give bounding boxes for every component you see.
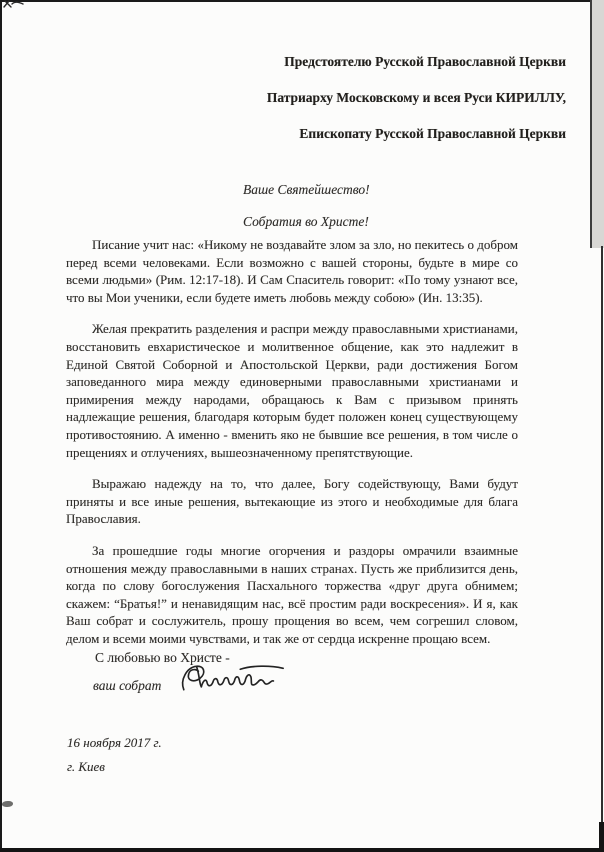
valediction-line: С любовью во Христе - [95, 650, 230, 665]
dateline-block [67, 733, 162, 777]
salutation-block [243, 174, 370, 238]
scan-edge-bottom [0, 848, 604, 852]
salutation-line: Ваше Святейшество! [243, 182, 370, 197]
scan-edge-right-band [590, 0, 604, 248]
place-line: г. Киев [67, 759, 105, 774]
scan-scribble-mark [3, 0, 25, 9]
paragraph: Желая прекратить разделения и распри между православными христианами, восстановить евхаристическое и молитвенное общение, как это надлежит в Единой Святой Соборной и Апостольской Церкви, ради достижения Богом заповеданного мира между единоверными православными христианами и примирения между народами, обращаюсь к Вам с призывом принять надлежащие решения, благодаря которым будет положен конец существующему противостоянию. А именно - вменить яко не бывшие все решения, в том числе о прещениях и отлучениях, вышеозначенному препятствующие. [66, 321, 518, 460]
recipient-line: Предстоятелю Русской Православной Церкви [284, 54, 566, 69]
scan-corner-mark [599, 822, 604, 852]
letter-body [66, 236, 518, 661]
signoff-line: ваш собрат [93, 678, 162, 693]
paragraph: За прошедшие годы многие огорчения и раздоры омрачили взаимные отношения между православными в наших странах. Пусть же приблизится день, когда по слову богослужения Пасхального торжества «друг друга обнимем; скажем: “Братья!” и ненавидящим нас, всё простим ради воскресения». И я, как Ваш собрат и сослужитель, прошу прощения во всем, чем согрешил словом, делом и всеми моими чувствами, и так же от сердца искренне прощаю всем. [66, 542, 518, 646]
scan-edge-top [0, 0, 604, 2]
recipient-line: Патриарху Московскому и всея Руси КИРИЛЛУ, [266, 90, 566, 105]
salutation-line: Собратия во Христе! [243, 214, 369, 229]
handwritten-signature [176, 656, 288, 702]
scan-edge-left [0, 0, 2, 852]
recipient-block [267, 44, 566, 152]
paragraph: Писание учит нас: «Никому не воздавайте злом за зло, но пекитесь о добром перед всеми человеками. Если возможно с вашей стороны, будьте в мире со всеми людьми» (Рим. 12:17-18). И Сам Спаситель говорит: «По тому узнают все, что вы Мои ученики, если будете иметь любовь между собою» (Ин. 13:35). [66, 237, 518, 305]
paragraph: Выражаю надежду на то, что далее, Богу содействующу, Вами будут приняты и все иные решения, вытекающие из этого и необходимые для блага Православия. [66, 476, 518, 527]
recipient-line: Епископату Русской Православной Церкви [299, 126, 566, 141]
scan-edge-right-line [601, 246, 603, 852]
date-line: 16 ноября 2017 г. [67, 735, 162, 750]
scan-blot-mark [2, 801, 13, 807]
